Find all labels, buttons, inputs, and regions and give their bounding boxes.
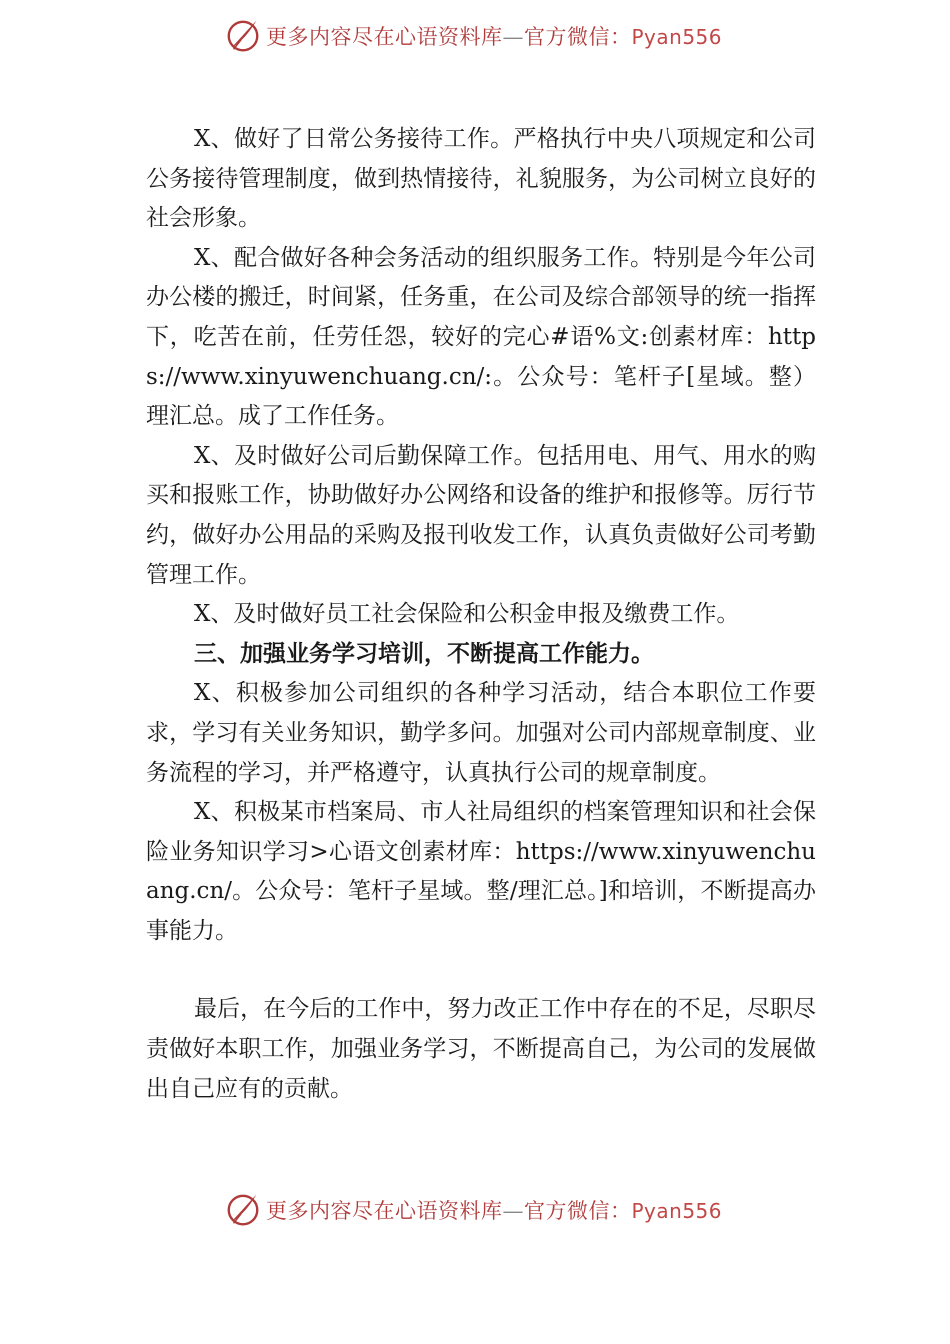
watermark-title: 更多内容尽在心语资料库	[266, 1199, 503, 1223]
header-watermark	[224, 16, 722, 56]
watermark-dash: —	[502, 1199, 524, 1223]
watermark-wechat-label: 官方微信：	[524, 1199, 632, 1223]
paragraph-training: X、积极某市档案局、市人社局组织的档案管理知识和社会保险业务知识学习>心语文创素材库：https://www.xinyuwenchuang.cn/。公众号：笔杆子星域。整/理汇总。]和培训，不断提高办事能力。	[146, 799, 816, 944]
footer-watermark	[224, 1190, 722, 1230]
paragraph-gap	[146, 951, 816, 990]
paragraph-reception: X、做好了日常公务接待工作。严格执行中央八项规定和公司公务接待管理制度，做到热情接待，礼貌服务，为公司树立良好的社会形象。	[146, 126, 816, 232]
watermark-dash: —	[502, 25, 524, 49]
watermark-text	[266, 1195, 722, 1225]
watermark-wechat-id: Pyan556	[631, 1199, 723, 1223]
paragraph-closing: 最后，在今后的工作中，努力改正工作中存在的不足，尽职尽责做好本职工作，加强业务学习，不断提高自己，为公司的发展做出自己应有的贡献。	[146, 996, 816, 1102]
watermark-wechat-id: Pyan556	[631, 25, 723, 49]
paragraph-insurance: X、及时做好员工社会保险和公积金申报及缴费工作。	[194, 601, 740, 628]
quill-logo-icon	[224, 1191, 262, 1229]
quill-logo-icon	[224, 17, 262, 55]
watermark-text	[266, 21, 722, 51]
watermark-wechat-label: 官方微信：	[524, 25, 632, 49]
paragraph-learning: X、积极参加公司组织的各种学习活动，结合本职位工作要求，学习有关业务知识，勤学多问。加强对公司内部规章制度、业务流程的学习，并严格遵守，认真执行公司的规章制度。	[146, 680, 816, 786]
paragraph-events: X、配合做好各种会务活动的组织服务工作。特别是今年公司办公楼的搬迁，时间紧，任务重，在公司及综合部领导的统一指挥下，吃苦在前，任劳任怨，较好的完心#语%文:创素材库：https://www.xinyuwenchuang.cn/:。公众号：笔杆子[星域。整）理汇总。成了工作任务。	[146, 244, 816, 430]
paragraph-logistics: X、及时做好公司后勤保障工作。包括用电、用气、用水的购买和报账工作，协助做好办公网络和设备的维护和报修等。厉行节约，做好办公用品的采购及报刊收发工作，认真负责做好公司考勤管理工作。	[146, 442, 816, 588]
watermark-title: 更多内容尽在心语资料库	[266, 25, 503, 49]
document-body	[146, 120, 816, 1109]
section-heading: 三、加强业务学习培训，不断提高工作能力。	[194, 640, 654, 667]
